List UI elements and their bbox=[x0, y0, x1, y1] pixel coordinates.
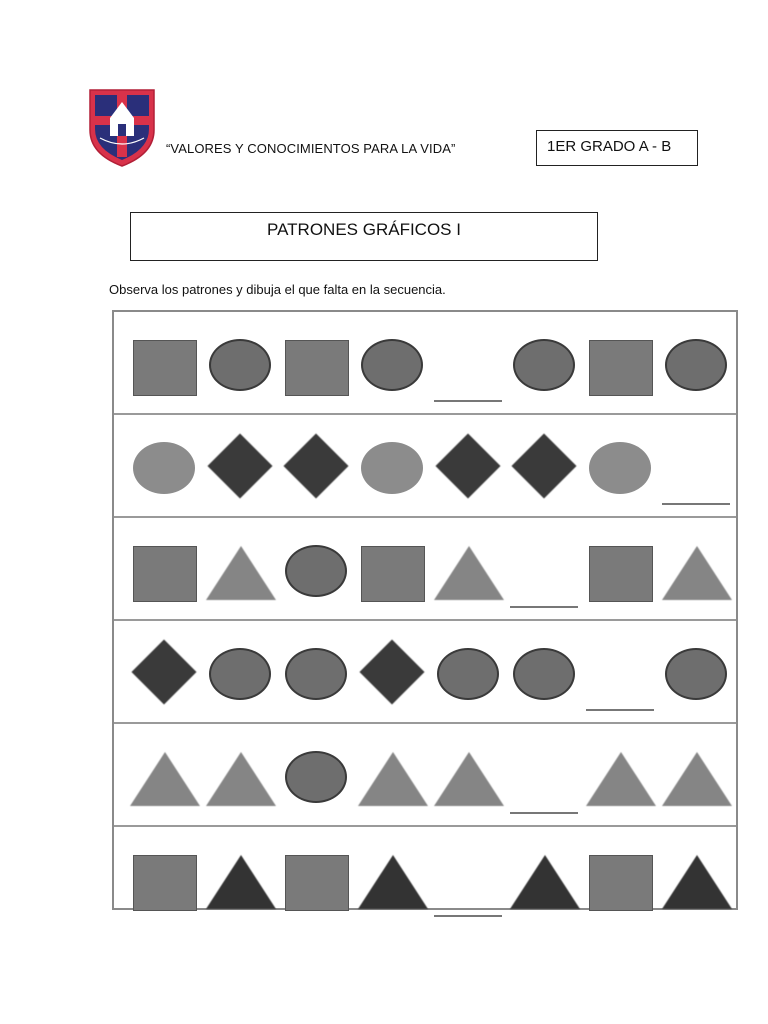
circle-shape bbox=[513, 339, 575, 391]
missing-answer-blank[interactable] bbox=[510, 606, 578, 608]
pattern-cell bbox=[280, 518, 352, 619]
pattern-cell bbox=[204, 415, 276, 516]
pattern-cell bbox=[432, 724, 504, 825]
triangle-shape bbox=[586, 752, 656, 806]
triangle-shape bbox=[206, 752, 276, 806]
pattern-grid bbox=[112, 310, 738, 910]
pattern-cell bbox=[204, 724, 276, 825]
triangle-shape bbox=[206, 855, 276, 909]
missing-answer-blank[interactable] bbox=[434, 915, 502, 917]
circle-shape bbox=[665, 648, 727, 700]
diamond-shape bbox=[283, 433, 348, 498]
pattern-cell bbox=[584, 518, 656, 619]
pattern-cell bbox=[508, 518, 580, 619]
missing-answer-blank[interactable] bbox=[510, 812, 578, 814]
pattern-cell bbox=[280, 724, 352, 825]
circle-shape bbox=[513, 648, 575, 700]
circle-shape bbox=[361, 339, 423, 391]
square-shape bbox=[285, 340, 349, 396]
missing-answer-blank[interactable] bbox=[586, 709, 654, 711]
pattern-cell bbox=[660, 312, 732, 413]
grade-label: 1ER GRADO A - B bbox=[536, 130, 698, 166]
missing-answer-blank[interactable] bbox=[434, 400, 502, 402]
pattern-cell bbox=[356, 827, 428, 930]
circle-shape bbox=[285, 545, 347, 597]
pattern-cell bbox=[204, 827, 276, 930]
missing-answer-blank[interactable] bbox=[662, 503, 730, 505]
pattern-cell bbox=[356, 621, 428, 722]
square-shape bbox=[133, 855, 197, 911]
triangle-shape bbox=[358, 752, 428, 806]
pattern-cell bbox=[508, 415, 580, 516]
circle-shape bbox=[361, 442, 423, 494]
pattern-cell bbox=[356, 518, 428, 619]
circle-shape bbox=[285, 751, 347, 803]
school-motto: “VALORES Y CONOCIMIENTOS PARA LA VIDA” bbox=[166, 141, 456, 156]
pattern-cell bbox=[508, 827, 580, 930]
diamond-shape bbox=[511, 433, 576, 498]
pattern-cell bbox=[660, 621, 732, 722]
pattern-cell bbox=[280, 415, 352, 516]
square-shape bbox=[589, 855, 653, 911]
pattern-cell bbox=[280, 621, 352, 722]
square-shape bbox=[589, 546, 653, 602]
circle-shape bbox=[133, 442, 195, 494]
pattern-cell bbox=[128, 415, 200, 516]
triangle-shape bbox=[130, 752, 200, 806]
school-crest-shield-icon bbox=[86, 84, 158, 168]
circle-shape bbox=[665, 339, 727, 391]
circle-shape bbox=[209, 339, 271, 391]
pattern-cell bbox=[432, 518, 504, 619]
pattern-cell bbox=[508, 621, 580, 722]
pattern-cell bbox=[584, 312, 656, 413]
square-shape bbox=[285, 855, 349, 911]
triangle-shape bbox=[662, 752, 732, 806]
pattern-row bbox=[114, 621, 736, 724]
pattern-cell bbox=[508, 724, 580, 825]
pattern-cell bbox=[660, 827, 732, 930]
triangle-shape bbox=[358, 855, 428, 909]
triangle-shape bbox=[662, 855, 732, 909]
pattern-cell bbox=[280, 827, 352, 930]
triangle-shape bbox=[510, 855, 580, 909]
pattern-cell bbox=[280, 312, 352, 413]
diamond-shape bbox=[435, 433, 500, 498]
pattern-row bbox=[114, 518, 736, 621]
triangle-shape bbox=[434, 752, 504, 806]
pattern-cell bbox=[204, 518, 276, 619]
page-title: PATRONES GRÁFICOS I bbox=[130, 212, 598, 261]
pattern-cell bbox=[584, 415, 656, 516]
pattern-cell bbox=[660, 415, 732, 516]
pattern-cell bbox=[660, 518, 732, 619]
pattern-cell bbox=[128, 312, 200, 413]
pattern-row bbox=[114, 312, 736, 415]
triangle-shape bbox=[434, 546, 504, 600]
pattern-row bbox=[114, 415, 736, 518]
diamond-shape bbox=[359, 639, 424, 704]
pattern-cell bbox=[584, 621, 656, 722]
pattern-cell bbox=[432, 827, 504, 930]
pattern-cell bbox=[356, 724, 428, 825]
square-shape bbox=[361, 546, 425, 602]
square-shape bbox=[133, 340, 197, 396]
diamond-shape bbox=[207, 433, 272, 498]
square-shape bbox=[589, 340, 653, 396]
pattern-cell bbox=[432, 312, 504, 413]
pattern-cell bbox=[204, 312, 276, 413]
circle-shape bbox=[589, 442, 651, 494]
circle-shape bbox=[209, 648, 271, 700]
pattern-cell bbox=[432, 415, 504, 516]
pattern-cell bbox=[508, 312, 580, 413]
pattern-cell bbox=[584, 724, 656, 825]
pattern-cell bbox=[128, 724, 200, 825]
triangle-shape bbox=[206, 546, 276, 600]
pattern-cell bbox=[584, 827, 656, 930]
pattern-cell bbox=[204, 621, 276, 722]
pattern-cell bbox=[128, 518, 200, 619]
instruction-text: Observa los patrones y dibuja el que falta en la secuencia. bbox=[109, 282, 446, 297]
circle-shape bbox=[437, 648, 499, 700]
pattern-cell bbox=[356, 415, 428, 516]
pattern-row bbox=[114, 827, 736, 930]
pattern-cell bbox=[356, 312, 428, 413]
pattern-cell bbox=[432, 621, 504, 722]
triangle-shape bbox=[662, 546, 732, 600]
pattern-row bbox=[114, 724, 736, 827]
pattern-cell bbox=[128, 621, 200, 722]
circle-shape bbox=[285, 648, 347, 700]
pattern-cell bbox=[128, 827, 200, 930]
square-shape bbox=[133, 546, 197, 602]
diamond-shape bbox=[131, 639, 196, 704]
pattern-cell bbox=[660, 724, 732, 825]
